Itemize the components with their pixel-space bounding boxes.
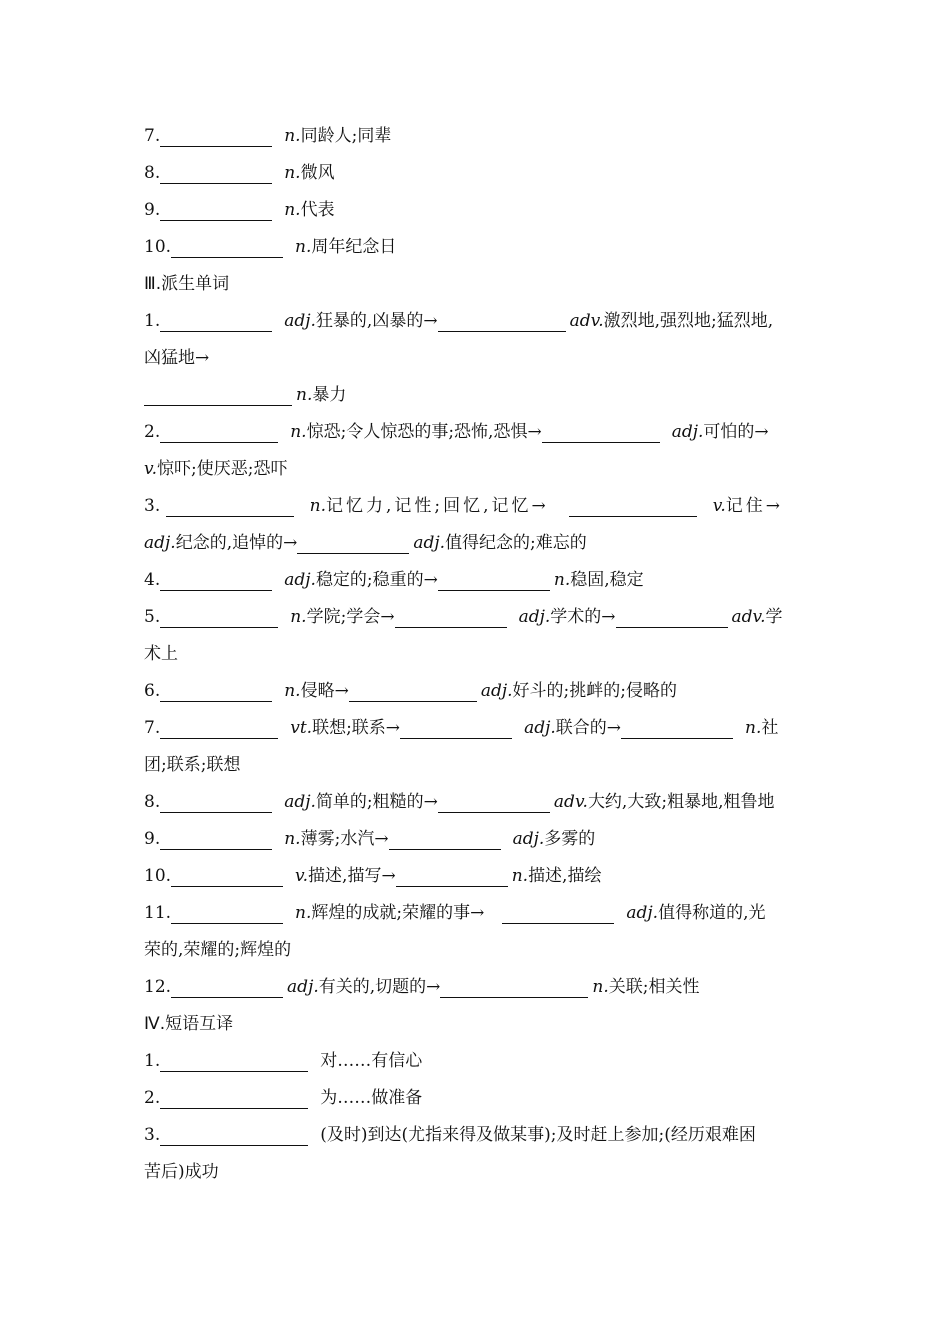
section-title-derivatives: Ⅲ.派生单词 — [144, 274, 230, 294]
answer-blank[interactable] — [160, 568, 272, 591]
answer-blank[interactable] — [171, 901, 283, 924]
derivative-item-2-cont: v.惊吓;使厌恶;恐吓 — [144, 459, 288, 479]
answer-blank[interactable] — [349, 679, 477, 702]
derivative-item-7-cont: 团;联系;联想 — [144, 755, 241, 775]
derivative-item-6: 6. n.侵略→ adj.好斗的;挑衅的;侵略的 — [144, 681, 678, 701]
answer-blank[interactable] — [171, 975, 283, 998]
phrase-item-3-cont: 苦后)成功 — [144, 1162, 219, 1182]
derivative-item-1: 1. adj.狂暴的,凶暴的→ adv.激烈地,强烈地;猛烈地, — [144, 311, 774, 331]
derivative-item-10: 10. v.描述,描写→ n.描述,描绘 — [144, 866, 602, 886]
answer-blank[interactable] — [438, 790, 550, 813]
answer-blank[interactable] — [542, 420, 660, 443]
answer-blank[interactable] — [171, 235, 283, 258]
derivative-item-12: 12. adj.有关的,切题的→ n.关联;相关性 — [144, 977, 700, 997]
answer-blank[interactable] — [160, 1049, 308, 1072]
answer-blank[interactable] — [171, 864, 283, 887]
answer-blank[interactable] — [160, 605, 278, 628]
derivative-item-11-cont: 荣的,荣耀的;辉煌的 — [144, 940, 292, 960]
answer-blank[interactable] — [569, 494, 697, 517]
answer-blank[interactable] — [160, 716, 278, 739]
answer-blank[interactable] — [438, 309, 566, 332]
derivative-item-3-cont: adj.纪念的,追悼的→ adj.值得纪念的;难忘的 — [144, 533, 587, 553]
answer-blank[interactable] — [621, 716, 733, 739]
answer-blank[interactable] — [166, 494, 294, 517]
phrase-item-3: 3. (及时)到达(尤指来得及做某事);及时赶上参加;(经历艰难困 — [144, 1125, 756, 1145]
answer-blank[interactable] — [616, 605, 728, 628]
phrase-item-1: 1. 对……有信心 — [144, 1051, 423, 1071]
derivative-item-1-cont2: n.暴力 — [144, 377, 808, 414]
answer-blank[interactable] — [502, 901, 614, 924]
answer-blank[interactable] — [160, 309, 272, 332]
derivative-item-7: 7. vt.联想;联系→ adj.联合的→ n.社 — [144, 718, 779, 738]
derivative-item-11: 11. n.辉煌的成就;荣耀的事→ adj.值得称道的,光 — [144, 903, 766, 923]
answer-blank[interactable] — [160, 161, 272, 184]
vocab-item-10: 10. n.周年纪念日 — [144, 237, 397, 257]
derivative-item-2: 2. n.惊恐;令人惊恐的事;恐怖,恐惧→ adj.可怕的→ — [144, 422, 769, 442]
answer-blank[interactable] — [144, 383, 292, 406]
section-title-phrases: Ⅳ.短语互译 — [144, 1014, 234, 1034]
worksheet — [144, 118, 808, 1191]
phrase-item-2: 2. 为……做准备 — [144, 1088, 423, 1108]
derivative-item-3: 3. n.记忆力,记性;回忆,记忆→ v.记住→ — [144, 496, 784, 516]
answer-blank[interactable] — [160, 790, 272, 813]
derivative-item-1-cont: 凶猛地→ — [144, 348, 210, 368]
vocab-item-7: 7. n.同龄人;同辈 — [144, 126, 392, 146]
answer-blank[interactable] — [160, 124, 272, 147]
answer-blank[interactable] — [395, 605, 507, 628]
answer-blank[interactable] — [160, 679, 272, 702]
vocab-item-8: 8. n.微风 — [144, 163, 335, 183]
answer-blank[interactable] — [438, 568, 550, 591]
answer-blank[interactable] — [440, 975, 588, 998]
derivative-item-9: 9. n.薄雾;水汽→ adj.多雾的 — [144, 829, 596, 849]
vocab-item-9: 9. n.代表 — [144, 200, 335, 220]
answer-blank[interactable] — [160, 198, 272, 221]
answer-blank[interactable] — [297, 531, 409, 554]
answer-blank[interactable] — [160, 827, 272, 850]
derivative-item-5: 5. n.学院;学会→ adj.学术的→ adv.学 — [144, 607, 783, 627]
derivative-item-5-cont: 术上 — [144, 644, 178, 664]
derivative-item-4: 4. adj.稳定的;稳重的→ n.稳固,稳定 — [144, 570, 644, 590]
answer-blank[interactable] — [160, 1123, 308, 1146]
derivative-item-8: 8. adj.简单的;粗糙的→ adv.大约,大致;粗暴地,粗鲁地 — [144, 792, 775, 812]
answer-blank[interactable] — [400, 716, 512, 739]
answer-blank[interactable] — [160, 420, 278, 443]
answer-blank[interactable] — [396, 864, 508, 887]
answer-blank[interactable] — [160, 1086, 308, 1109]
answer-blank[interactable] — [389, 827, 501, 850]
